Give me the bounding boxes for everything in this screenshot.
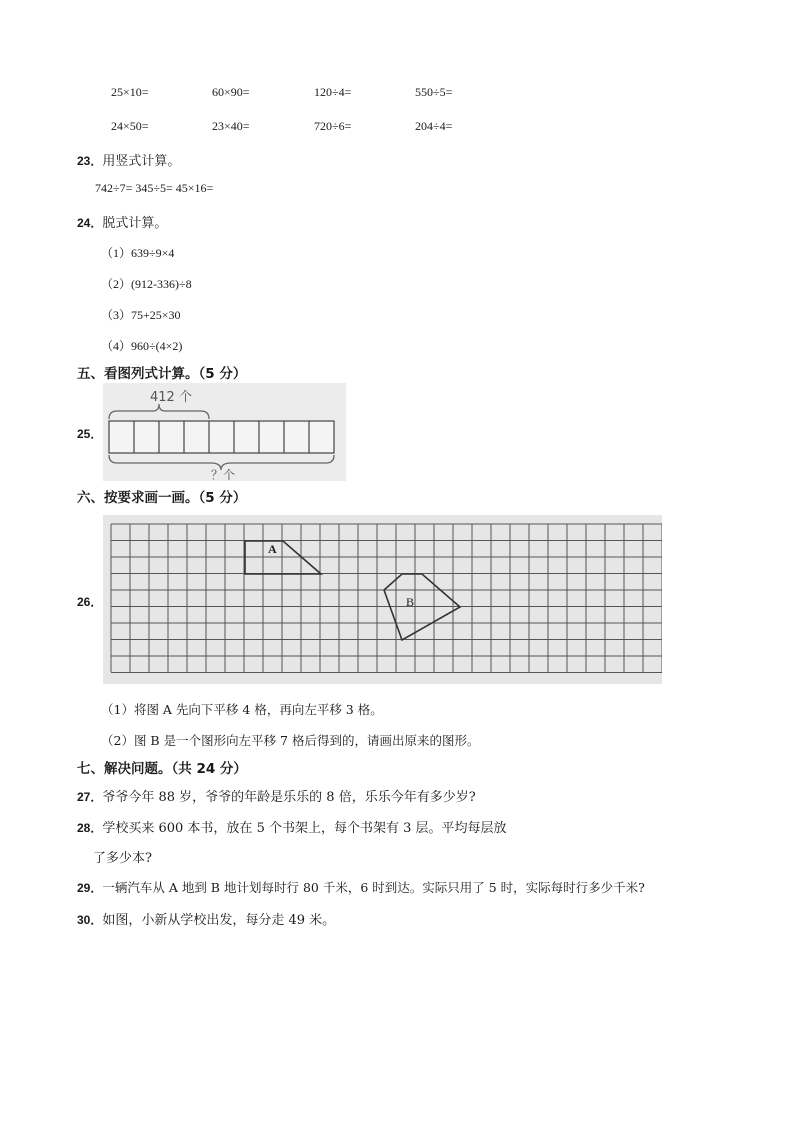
bar-model-svg: [103, 383, 346, 481]
question-23: [77, 150, 180, 169]
question-text: 脱式计算。: [102, 216, 168, 231]
question-number: 23．: [77, 154, 103, 168]
question-30: [77, 909, 335, 928]
question-28: [77, 817, 507, 836]
section-5-title: 五、看图列式计算。（5 分）: [77, 366, 247, 382]
question-number: 29．: [77, 881, 103, 895]
question-26-number: 26．: [77, 595, 103, 609]
question-27: [77, 786, 476, 805]
shape-a-label: A: [268, 542, 277, 556]
oral-calc-item: 720÷6=: [314, 119, 352, 133]
question-29: [77, 878, 645, 896]
instruction-1: （1）将图 A 先向下平移 4 格，再向左平移 3 格。: [101, 702, 383, 717]
oral-calc-item: 550÷5=: [415, 85, 453, 99]
bar-model-figure: [103, 383, 346, 481]
vertical-calc-items: 742÷7= 345÷5= 45×16=: [95, 181, 214, 195]
stepwise-item-2: （2）(912-336)÷8: [101, 277, 192, 291]
question-28-continued: 了多少本?: [93, 851, 152, 866]
section-7-title: 七、解决问题。（共 24 分）: [77, 761, 247, 777]
oral-calc-item: 23×40=: [212, 119, 250, 133]
stepwise-item-3: （3）75+25×30: [101, 308, 181, 322]
question-text: 用竖式计算。: [102, 154, 181, 169]
grid-svg: [103, 515, 662, 684]
question-number: 24．: [77, 216, 103, 230]
section-6-title: 六、按要求画一画。（5 分）: [77, 490, 247, 506]
question-text: 学校买来 600 本书，放在 5 个书架上，每个书架有 3 层。平均每层放: [102, 821, 507, 836]
stepwise-item-4: （4）960÷(4×2): [101, 339, 183, 353]
oral-calc-item: 204÷4=: [415, 119, 453, 133]
top-brace: [109, 404, 209, 419]
question-number: 28．: [77, 821, 103, 835]
question-24: [77, 212, 167, 231]
oral-calc-item: 60×90=: [212, 85, 250, 99]
question-number: 30．: [77, 913, 103, 927]
bar-outline: [109, 421, 334, 453]
bottom-brace-label: ？个: [210, 468, 236, 481]
grid-figure: [103, 515, 662, 684]
oral-calc-item: 24×50=: [111, 119, 149, 133]
shape-b-label: B: [406, 595, 415, 609]
oral-calc-item: 25×10=: [111, 85, 149, 99]
top-brace-label: 412 个: [150, 390, 192, 405]
question-text: 一辆汽车从 A 地到 B 地计划每时行 80 千米，6 时到达。实际只用了 5 时，实际每时行多少千米?: [102, 880, 645, 895]
question-text: 如图，小新从学校出发，每分走 49 米。: [102, 913, 336, 928]
question-25-number: 25．: [77, 427, 103, 441]
stepwise-item-1: （1）639÷9×4: [101, 246, 175, 260]
question-number: 27．: [77, 790, 103, 804]
oral-calc-item: 120÷4=: [314, 85, 352, 99]
instruction-2: （2）图 B 是一个图形向左平移 7 格后得到的，请画出原来的图形。: [101, 733, 480, 748]
question-text: 爷爷今年 88 岁，爷爷的年龄是乐乐的 8 倍，乐乐今年有多少岁?: [102, 790, 476, 805]
